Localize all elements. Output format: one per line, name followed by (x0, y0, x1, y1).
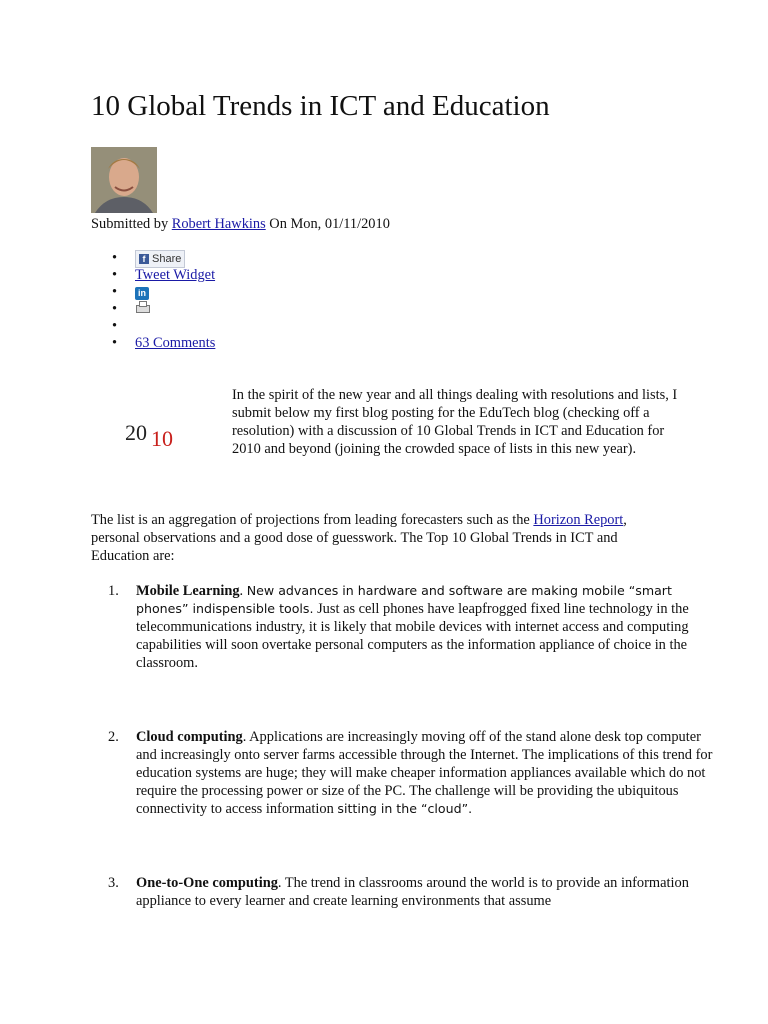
trend-text: Just as cell phones have leapfrogged fixed line technology in the telecommunications industry, it is likely that mobile devices with internet access and computing capabilities will soon overtake personal computers as the information appliance of choice in the classroom. (136, 601, 689, 671)
trend-title: Mobile Learning (136, 583, 240, 599)
trends-list (91, 582, 721, 910)
facebook-icon: • f (139, 254, 149, 264)
trend-text: . The trend in classrooms around the world is to provide an information appliance to every learner and create learning environments that assume (136, 875, 689, 909)
list-intro-paragraph (91, 511, 673, 565)
author-avatar (91, 147, 157, 213)
year-graphic-part1: 20 (125, 420, 147, 445)
share-item-facebook (91, 250, 215, 267)
intro-paragraph: In the spirit of the new year and all things dealing with resolutions and lists, I submit below my first blog posting for the EduTech blog (checking off a resolution) with a discussion of 10 Global Trends in ICT and Education for 2010 and beyond (joining the crowded space of lists in this new year). (232, 387, 678, 457)
trend-text-alt-font: New advances in hardware and software are making mobile “smart phones” indispensible tools. (136, 583, 672, 616)
byline (91, 215, 390, 233)
list-intro-before: The list is an aggregation of projections from leading forecasters such as the (91, 512, 534, 528)
trend-item-mobile-learning (108, 582, 721, 672)
trend-title: Cloud computing (136, 729, 243, 745)
comments-link[interactable]: 63 Comments (135, 335, 216, 351)
page-title: 10 Global Trends in ICT and Education (91, 90, 550, 122)
byline-prefix: Submitted by (91, 216, 172, 232)
share-links (91, 250, 215, 352)
linkedin-icon[interactable]: in (135, 287, 149, 300)
trend-item-cloud-computing (108, 728, 721, 818)
share-item-empty (91, 318, 215, 335)
trend-text: . Applications are increasingly moving off of the stand alone desk top computer and increasingly onto server farms accessible through the Internet. The implications of this trend for education systems are huge; they will make cheaper information appliances available which do not require the processing power or size of the PC. The challenge will be providing the ubiquitous connectivity to access information (136, 729, 713, 817)
trend-number: 3. (108, 875, 119, 891)
author-link[interactable]: Robert Hawkins (171, 216, 266, 232)
facebook-share-label: Share (152, 252, 182, 265)
trend-text-alt-font: sitting in the “cloud”. (337, 801, 473, 816)
printer-icon[interactable] (135, 301, 149, 313)
facebook-share-button[interactable] (135, 250, 185, 268)
trend-number: 1. (108, 583, 119, 599)
byline-date: On Mon, 01/11/2010 (265, 216, 390, 232)
year-2010-graphic (125, 420, 173, 451)
trend-separator: . (239, 583, 247, 599)
author-photo (91, 147, 157, 213)
trend-number: 2. (108, 729, 119, 745)
tweet-widget-link[interactable]: Tweet Widget (135, 267, 216, 283)
share-item-print (91, 301, 215, 318)
horizon-report-link[interactable]: Horizon Report (533, 512, 624, 528)
share-item-comments (91, 335, 215, 352)
list-intro-after: , personal observations and a good dose of guesswork. The Top 10 Global Trends in ICT and Education are: (91, 512, 627, 564)
trend-item-one-to-one-computing (108, 874, 721, 910)
share-item-linkedin (91, 284, 215, 301)
share-item-tweet (91, 267, 215, 284)
trend-title: One-to-One computing (136, 875, 278, 891)
year-graphic-part2: 10 (151, 426, 173, 451)
